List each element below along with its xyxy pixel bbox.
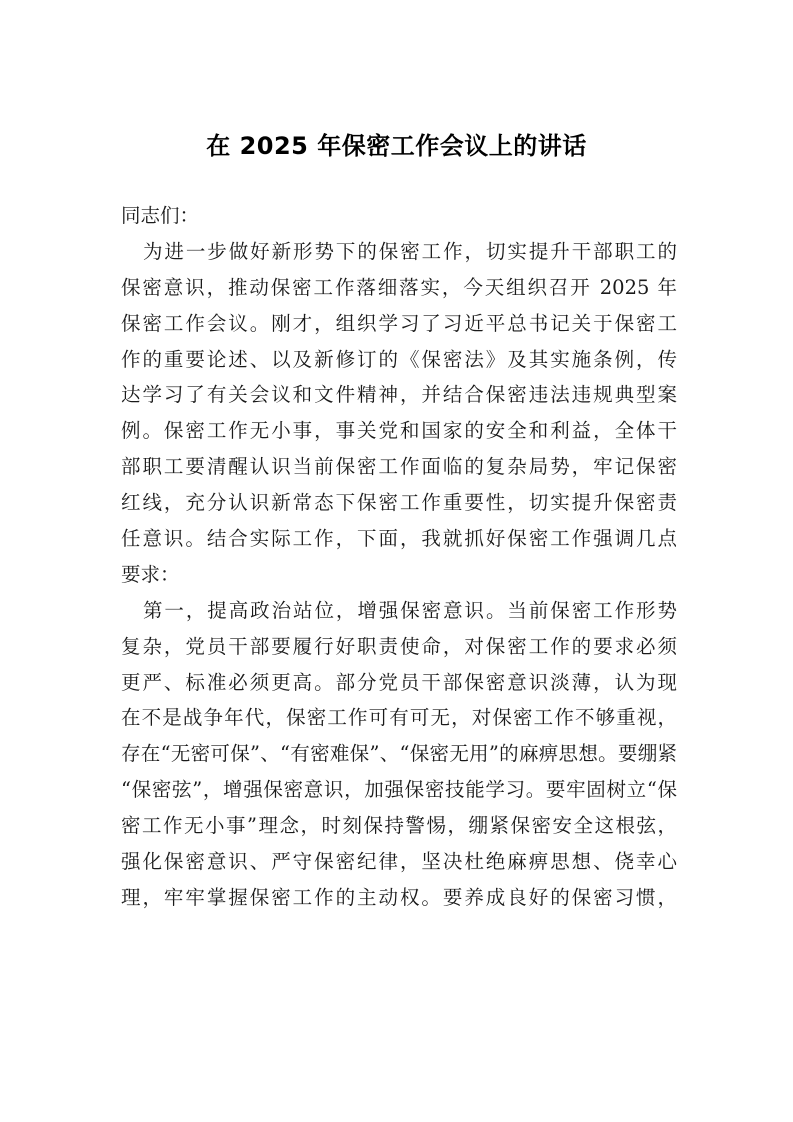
- paragraph-line: 部职工要清醒认识当前保密工作面临的复杂局势，牢记保密: [121, 455, 677, 479]
- paragraph-line: “保密弦”，增强保密意识，加强保密技能学习。要牢固树立“保: [121, 778, 677, 802]
- paragraph-line: 红线，充分认识新常态下保密工作重要性，切实提升保密责: [121, 491, 677, 515]
- paragraph-line: 达学习了有关会议和文件精神，并结合保密违法违规典型案: [121, 383, 677, 407]
- document-body: [121, 198, 677, 916]
- paragraph-line: 保密工作会议。刚才，组织学习了习近平总书记关于保密工: [121, 311, 677, 335]
- paragraph-line: 作的重要论述、以及新修订的《保密法》及其实施条例，传: [121, 347, 677, 371]
- paragraph-line: 理，牢牢掌握保密工作的主动权。要养成良好的保密习惯，: [121, 885, 677, 909]
- paragraph-line: 复杂，党员干部要履行好职责使命，对保密工作的要求必须: [121, 634, 677, 658]
- paragraph-line: 保密意识，推动保密工作落细落实，今天组织召开 2025 年: [121, 275, 677, 299]
- paragraph-line: 任意识。结合实际工作，下面，我就抓好保密工作强调几点: [121, 527, 677, 551]
- paragraph-line: 密工作无小事”理念，时刻保持警惕，绷紧保密安全这根弦，: [121, 814, 677, 838]
- paragraph-line: 存在“无密可保”、“有密难保”、“保密无用”的麻痹思想。要绷紧: [121, 742, 677, 766]
- paragraph-line: 更严、标准必须更高。部分党员干部保密意识淡薄，认为现: [121, 670, 677, 694]
- paragraph-line: 强化保密意识、严守保密纪律，坚决杜绝麻痹思想、侥幸心: [121, 850, 677, 874]
- paragraph-line: 要求：: [121, 562, 180, 586]
- salutation: 同志们：: [121, 204, 200, 227]
- paragraph-line: 第一，提高政治站位，增强保密意识。当前保密工作形势: [143, 598, 677, 622]
- paragraph-line: 例。保密工作无小事，事关党和国家的安全和利益，全体干: [121, 419, 677, 443]
- document-title: 在 2025 年保密工作会议上的讲话: [206, 132, 587, 160]
- paragraph-line: 在不是战争年代，保密工作可有可无，对保密工作不够重视，: [121, 706, 677, 730]
- paragraph-line: 为进一步做好新形势下的保密工作，切实提升干部职工的: [143, 239, 677, 263]
